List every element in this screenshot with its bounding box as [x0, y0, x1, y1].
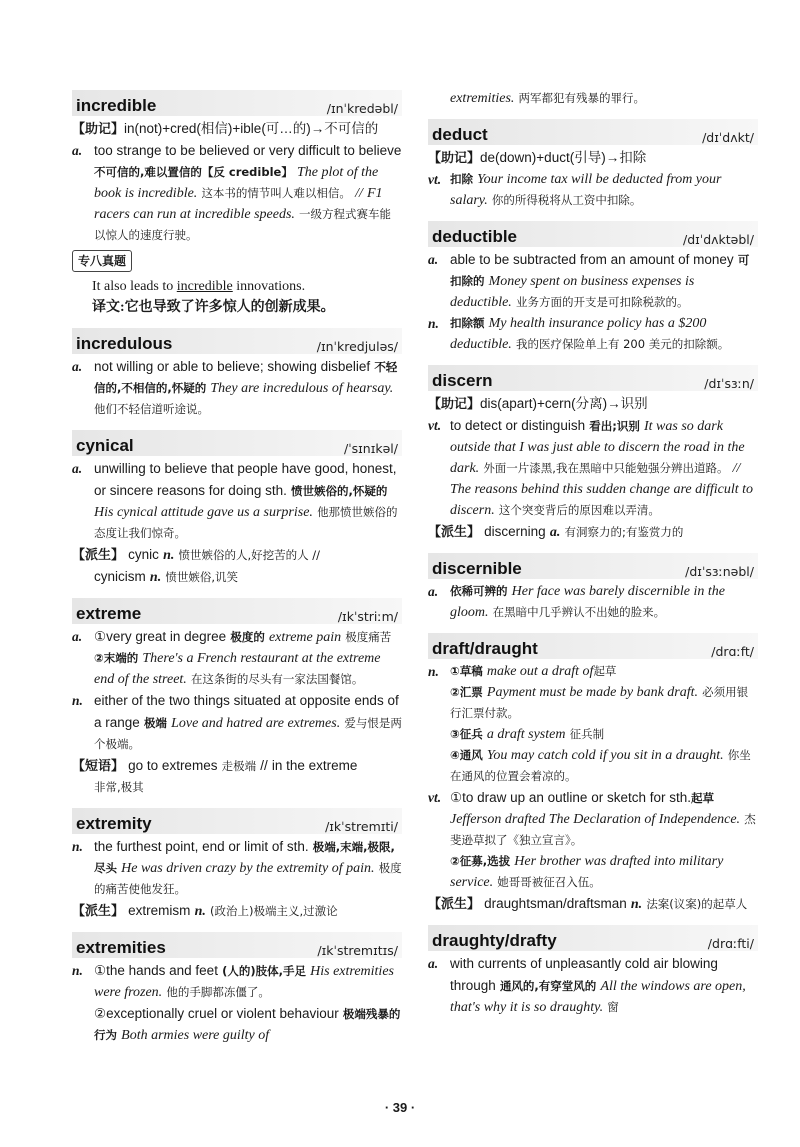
separator: //	[355, 186, 363, 201]
headword-bar	[72, 808, 402, 834]
phonetic: /ɪkˈstriːm/	[337, 609, 398, 624]
part-of-speech: vt.	[428, 418, 442, 433]
phonetic: /ˈsɪnɪkəl/	[344, 441, 398, 456]
entry-cynical	[72, 430, 402, 588]
example: The plot of the book is incredible.	[94, 165, 379, 201]
headword-bar	[72, 430, 402, 456]
definition-zh: 不轻信的,不相信的,怀疑的	[94, 360, 398, 395]
mnemonic: dis(apart)+cern(分离)→识别	[480, 396, 648, 411]
phonetic: /ɪkˈstremɪti/	[325, 819, 398, 834]
example: My health insurance policy has a $200 deductible.	[450, 316, 707, 352]
part-of-speech: n.	[72, 693, 83, 708]
part-of-speech: a.	[72, 461, 83, 476]
phonetic: /dɪˈsɜːn/	[704, 376, 754, 391]
example-zh: 在这条街的尽头有一家法国餐馆。	[190, 672, 364, 686]
sense: ②征募,选拔	[450, 854, 511, 868]
example: make out a draft of	[486, 664, 594, 679]
exam-sentence	[72, 276, 402, 297]
derivative-zh: 有洞察力的;有鉴赏力的	[564, 525, 684, 539]
headword: extremities	[76, 938, 166, 957]
definition: to detect or distinguish	[450, 418, 586, 433]
example-zh: 我的医疗保险单上有 200 美元的扣除额。	[515, 337, 730, 351]
entry-incredulous	[72, 328, 402, 420]
example-zh: 杰斐逊草拟了《独立宣言》。	[450, 812, 756, 847]
definition-zh: 起草	[690, 791, 714, 805]
definition: not willing or able to believe; showing disbelief	[94, 359, 371, 374]
mnemonic: de(down)+duct(引导)→扣除	[480, 150, 647, 165]
part-of-speech: a.	[428, 956, 439, 971]
sentence-keyword: incredible	[176, 279, 233, 294]
example: a draft system	[486, 727, 566, 742]
derivative: extremism	[128, 903, 191, 918]
entry-extremities	[72, 932, 402, 1046]
sense: ②汇票	[450, 685, 483, 699]
example-zh: 你坐在通风的位置会着凉的。	[450, 748, 751, 783]
definition-zh: 扣除	[450, 172, 473, 186]
example: F1 racers can run at incredible speeds.	[94, 186, 383, 222]
part-of-speech: n.	[428, 316, 439, 331]
headword: draughty/drafty	[432, 931, 557, 950]
definition: with currents of unpleasantly cold air blowing through	[450, 956, 718, 993]
derivative: cynicism	[94, 569, 146, 584]
headword: deduct	[432, 125, 488, 144]
part-of-speech: vt.	[428, 172, 442, 187]
right-column	[428, 88, 758, 1028]
entry-extreme	[72, 598, 402, 798]
example: Both armies were guilty of	[121, 1028, 270, 1043]
separator: //	[260, 758, 268, 773]
definition: able to be subtracted from an amount of money	[450, 252, 734, 267]
derivation-tag: 【派生】	[72, 548, 125, 563]
derivative-zh: (政治上)极端主义,过激论	[210, 904, 338, 918]
sense: ③征兵	[450, 727, 483, 741]
mnemonic-tag: 【助记】	[72, 122, 125, 137]
definition-zh: (人的)肢体,手足	[222, 964, 306, 978]
definition: unwilling to believe that people have good, honest, or sincere reasons for doing sth.	[94, 461, 397, 498]
example-zh: 这个突变背后的原因难以弄清。	[498, 503, 660, 517]
example: Payment must be made by bank draft.	[486, 685, 699, 700]
derivative-zh: 愤世嫉俗,讥笑	[165, 570, 238, 584]
example: They are incredulous of hearsay.	[210, 381, 394, 396]
derivative-pos: n.	[630, 897, 643, 912]
part-of-speech: a.	[72, 629, 83, 644]
example: He was driven crazy by the extremity of pain.	[121, 861, 375, 876]
exam-translation: 译文:它也导致了许多惊人的创新成果。	[92, 300, 335, 315]
headword-bar	[72, 932, 402, 958]
definition-zh: 可扣除的	[450, 253, 750, 288]
headword-bar	[72, 90, 402, 116]
derivation-tag: 【派生】	[428, 525, 481, 540]
sense: ①very great in degree	[94, 629, 227, 644]
entry-draughty	[428, 925, 758, 1018]
definition-zh: 愤世嫉俗的,怀疑的	[291, 484, 388, 498]
example-zh: 起草	[593, 664, 617, 678]
example: It was so dark outside that I was just able to discern the road in the dark.	[450, 419, 745, 476]
phonetic: /ɪnˈkredəbl/	[326, 101, 398, 116]
example: All the windows are open, that's why it is so draughty.	[450, 979, 746, 1015]
example: His extremities were frozen.	[94, 964, 394, 1000]
definition-zh: 极端,末端,极限,尽头	[94, 840, 395, 875]
derivative-pos: n.	[163, 548, 175, 563]
example-zh: 业务方面的开支是可扣除税款的。	[515, 295, 689, 309]
phrase-zh: 非常,极其	[94, 780, 144, 794]
sense: ①the hands and feet	[94, 963, 218, 978]
example: Love and hatred are extremes.	[171, 716, 341, 731]
sense: ④通风	[450, 748, 483, 762]
example: Jefferson drafted The Declaration of Independence.	[450, 812, 741, 827]
example-zh: 在黑暗中几乎辨认不出她的脸来。	[492, 605, 666, 619]
example-zh: 极度痛苦	[345, 630, 392, 644]
antonym: 【反 credible】	[201, 165, 293, 179]
headword: extreme	[76, 604, 142, 623]
derivative-pos: n.	[149, 570, 162, 585]
headword: incredulous	[76, 334, 173, 353]
definition-zh: 看出;识别	[589, 419, 640, 433]
headword-bar	[72, 598, 402, 624]
example-zh: 你的所得税将从工资中扣除。	[491, 193, 642, 207]
example-zh: 极度的痛苦使他发狂。	[94, 861, 402, 896]
headword-bar	[428, 365, 758, 391]
headword-bar	[72, 328, 402, 354]
definition-zh: 极端	[143, 716, 167, 730]
entry-incredible	[72, 90, 402, 318]
example-zh: 必须用银行汇票付款。	[450, 685, 749, 720]
example: extremities.	[450, 91, 515, 106]
part-of-speech: a.	[428, 584, 439, 599]
entry-deduct	[428, 119, 758, 211]
headword-bar	[428, 221, 758, 247]
part-of-speech: n.	[72, 839, 83, 854]
example: The reasons behind this sudden change are difficult to discern.	[450, 482, 754, 518]
phrase: go to extremes	[128, 758, 218, 773]
definition-zh: 通风的,有穿堂风的	[499, 979, 597, 993]
entry-extremity	[72, 808, 402, 922]
headword-bar	[428, 119, 758, 145]
sense: ①草稿	[450, 664, 483, 678]
exam-badge: 专八真题	[72, 250, 132, 272]
separator: //	[732, 461, 741, 476]
example-zh: 他那愤世嫉俗的态度让我们惊奇。	[94, 505, 398, 540]
phonetic: /dɪˈdʌkt/	[702, 130, 754, 145]
headword: discern	[432, 371, 493, 390]
derivative-zh: 法案(议案)的起草人	[646, 897, 748, 911]
part-of-speech: a.	[72, 143, 83, 158]
part-of-speech: vt.	[428, 790, 442, 805]
example: Her brother was drafted into military service.	[450, 854, 724, 890]
phrase: in the extreme	[271, 758, 358, 773]
definition: too strange to be believed or very difficult to believe	[94, 143, 402, 158]
headword: discernible	[432, 559, 522, 578]
example: Money spent on business expenses is deductible.	[450, 274, 695, 310]
entry-discern	[428, 365, 758, 543]
definition-zh: 扣除额	[450, 316, 485, 330]
derivative-pos: n.	[194, 904, 206, 919]
headword-bar	[428, 553, 758, 579]
derivative: draughtsman/draftsman	[484, 896, 627, 911]
mnemonic-tag: 【助记】	[428, 397, 481, 412]
example-zh: 他们不轻信道听途说。	[94, 402, 209, 416]
phonetic: /dɪˈsɜːnəbl/	[685, 564, 754, 579]
part-of-speech: n.	[428, 664, 439, 679]
mnemonic: in(not)+cred(相信)+ible(可…的)→不可信的	[124, 121, 379, 136]
sentence-part: It also leads to	[92, 279, 177, 294]
part-of-speech: a.	[72, 359, 83, 374]
page-number: · 39 ·	[384, 1100, 416, 1115]
example: extreme pain	[268, 630, 342, 645]
example-zh: 窗	[607, 1000, 619, 1014]
phonetic: /ɪkˈstremɪtɪs/	[317, 943, 398, 958]
phonetic: /ɪnˈkredjuləs/	[316, 339, 398, 354]
example-zh: 他的手脚都冻僵了。	[166, 985, 270, 999]
headword-bar	[428, 925, 758, 951]
definition: the furthest point, end or limit of sth.	[94, 839, 309, 854]
sense: ①to draw up an outline or sketch for sth.	[450, 790, 691, 805]
example-zh: 两军都犯有残暴的罪行。	[518, 91, 646, 105]
phrase-tag: 【短语】	[72, 759, 125, 774]
definition-zh: 极端残暴的行为	[94, 1007, 401, 1042]
sentence-part: innovations.	[232, 279, 306, 294]
headword: incredible	[76, 96, 157, 115]
derivative-zh: 愤世嫉俗的人,好挖苦的人 //	[178, 548, 321, 562]
entry-discernible	[428, 553, 758, 623]
headword: draft/draught	[432, 639, 538, 658]
headword-bar	[428, 633, 758, 659]
example: His cynical attitude gave us a surprise.	[94, 505, 313, 520]
mnemonic-tag: 【助记】	[428, 151, 481, 166]
example: You may catch cold if you sit in a draught.	[486, 748, 724, 763]
sense: ②exceptionally cruel or violent behaviour	[94, 1006, 339, 1021]
entry-deductible	[428, 221, 758, 355]
derivative: cynic	[128, 547, 159, 562]
derivative-pos: a.	[549, 525, 561, 540]
example: There's a French restaurant at the extreme end of the street.	[94, 651, 381, 687]
example-zh: 外面一片漆黑,我在黑暗中只能勉强分辨出道路。	[483, 461, 729, 475]
definition: either of the two things situated at opposite ends of a range	[94, 693, 399, 730]
example-zh: 爱与恨是两个极端。	[94, 716, 402, 751]
phrase-zh: 走极端	[221, 759, 257, 773]
phonetic: /drɑːft/	[711, 644, 754, 659]
example-zh: 这本书的情节叫人难以相信。	[201, 186, 351, 200]
entry-draft	[428, 633, 758, 915]
sense: ②末端的	[94, 651, 139, 665]
example: Her face was barely discernible in the gloom.	[450, 584, 725, 620]
example-zh: 征兵制	[569, 727, 605, 741]
example: Your income tax will be deducted from your salary.	[450, 172, 722, 208]
example-zh: 一级方程式赛车能以惊人的速度行驶。	[94, 207, 392, 242]
headword: cynical	[76, 436, 134, 455]
definition-zh: 依稀可辨的	[450, 584, 508, 598]
entry-continuation	[428, 88, 758, 109]
phonetic: /dɪˈdʌktəbl/	[682, 232, 754, 247]
part-of-speech: a.	[428, 252, 439, 267]
derivative: discerning	[484, 524, 546, 539]
phonetic: /drɑːfti/	[707, 936, 754, 951]
example-zh: 她哥哥被征召入伍。	[497, 875, 601, 889]
derivation-tag: 【派生】	[72, 904, 125, 919]
definition-zh: 不可信的,难以置信的	[94, 165, 202, 179]
left-column	[72, 90, 402, 1056]
definition-zh: 极度的	[230, 630, 265, 644]
part-of-speech: n.	[72, 963, 83, 978]
headword: extremity	[76, 814, 152, 833]
headword: deductible	[432, 227, 518, 246]
derivation-tag: 【派生】	[428, 897, 481, 912]
